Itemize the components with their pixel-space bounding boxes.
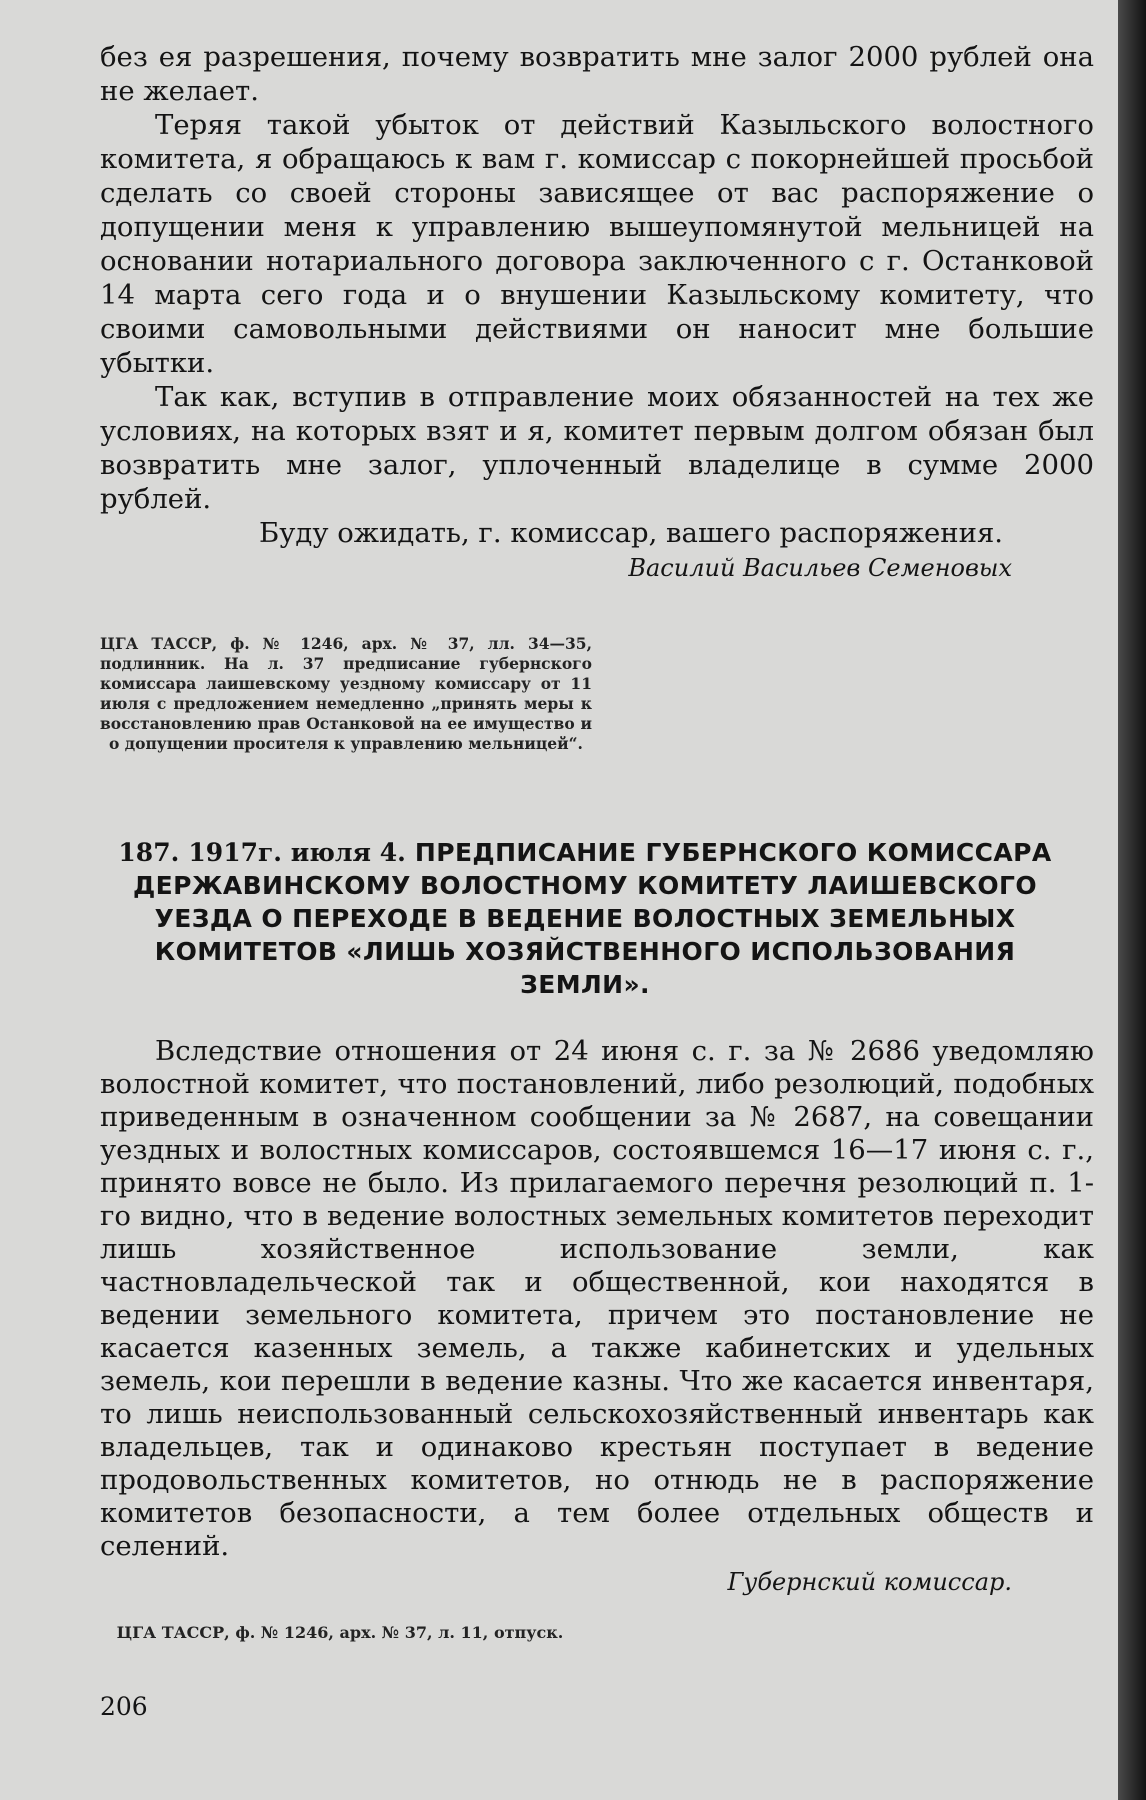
document-number: 187.: [118, 838, 180, 867]
book-gutter-edge: [1118, 0, 1146, 1800]
document-source-note: ЦГА ТАССР, ф. № 1246, арх. № 37, л. 11, отпуск.: [116, 1623, 564, 1642]
letter-source-note: ЦГА ТАССР, ф. № 1246, арх. № 37, лл. 34—35, подлинник. На л. 37 предписание губернского комиссара лаишевскому уездному комиссару от 11 июля с предложением немедленно „принять меры к восстановлению прав Останковой на ее имущество и о допущении просителя к управлению мельницей“.: [100, 634, 592, 753]
document-body: Вследствие отношения от 24 июня с. г. за № 2686 уведомляю волостной комитет, что постановлений, либо резолюций, подобных приведенным в означенном сообщении за № 2687, на совещании уездных и волостных комиссаров, состоявшемся 16—17 июня с. г., принято вовсе не было. Из прилагаемого перечня резолюций п. 1-го видно, что в ведение волостных земельных комитетов переходит лишь хозяйственное использование земли, как частновладельческой так и общественной, кои находятся в ведении земельного комитета, причем это постановление не касается казенных земель, а также кабинетских и удельных земель, кои перешли в ведение казны. Что же касается инвентаря, то лишь неиспользованный сельскохозяйственный инвентарь как владельцев, так и одинаково крестьян поступает в ведение продовольственных комитетов, но отнюдь не в распоряжение комитетов безопасности, а тем более отдельных обществ и селений.: [100, 1035, 1094, 1562]
letter-paragraph-deposit: Так как, вступив в отправление моих обязанностей на тех же условиях, на которых взят и я, комитет первым долгом обязан был возвратить мне залог, уплоченный владелице в сумме 2000 рублей.: [100, 381, 1094, 515]
page-content: [100, 40, 1094, 1721]
page-number: 206: [100, 1692, 148, 1721]
document-title: ПРЕДПИСАНИЕ ГУБЕРНСКОГО КОМИССАРА ДЕРЖАВИНСКОМУ ВОЛОСТНОМУ КОМИТЕТУ ЛАИШЕВСКОГО УЕЗДА О ПЕРЕХОДЕ В ВЕДЕНИЕ ВОЛОСТНЫХ ЗЕМЕЛЬНЫХ КОМИТЕТОВ «ЛИШЬ ХОЗЯЙСТВЕННОГО ИСПОЛЬЗОВАНИЯ ЗЕМЛИ».: [132, 838, 1052, 999]
document-heading: [100, 836, 1070, 1001]
letter-paragraph-continued: без ея разрешения, почему возвратить мне залог 2000 рублей она не желает.: [100, 41, 1094, 107]
document-date: 1917г. июля 4.: [188, 838, 406, 867]
letter-signature: Василий Васильев Семеновых: [628, 554, 1012, 582]
letter-closing: Буду ожидать, г. комиссар, вашего распоряжения.: [259, 517, 1004, 549]
document-signature: Губернский комиссар.: [727, 1568, 1012, 1596]
letter-paragraph-request: Теряя такой убыток от действий Казыльского волостного комитета, я обращаюсь к вам г. комиссар с покорнейшей просьбой сделать со своей стороны зависящее от вас распоряжение о допущении меня к управлению вышеупомянутой мельницей на основании нотариального договора заключенного с г. Останковой 14 марта сего года и о внушении Казыльскому комитету, что своими самовольными действиями он наносит мне большие убытки.: [100, 109, 1094, 379]
